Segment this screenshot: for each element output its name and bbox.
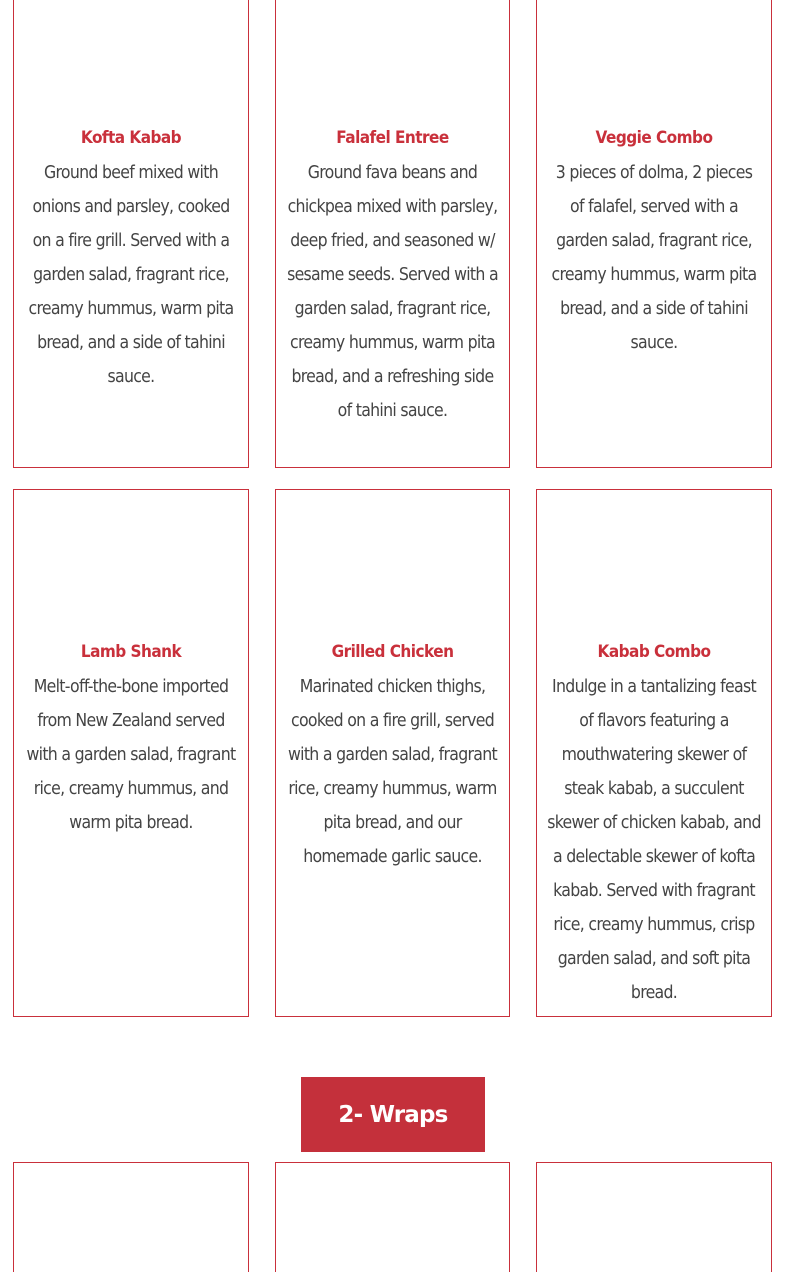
menu-item-description: Ground fava beans and chickpea mixed with parsley, deep fried, and seasoned w/ sesame seeds. Served with a garden salad, fragrant rice, creamy hummus, warm pita bread, and a refreshing side of tahini sauce. bbox=[287, 163, 498, 421]
menu-card-falafel-entree[interactable] bbox=[275, 0, 510, 468]
wrap-card[interactable] bbox=[536, 1162, 772, 1272]
menu-item-description: Indulge in a tantalizing feast of flavors featuring a mouthwatering skewer of steak kabab, a succulent skewer of chicken kabab, and a delectable skewer of kofta kabab. Served with fragrant rice, creamy hummus, crisp garden salad, and soft pita bread. bbox=[547, 677, 761, 1003]
wrap-card[interactable] bbox=[275, 1162, 510, 1272]
menu-item-title: Grilled Chicken bbox=[331, 642, 454, 662]
menu-card-veggie-combo[interactable] bbox=[536, 0, 772, 468]
menu-item-title: Kabab Combo bbox=[597, 642, 711, 662]
menu-item-title: Falafel Entree bbox=[336, 128, 449, 148]
section-wraps-button[interactable]: 2- Wraps bbox=[301, 1077, 485, 1152]
menu-card-grilled-chicken[interactable] bbox=[275, 489, 510, 1017]
menu-item-description: Melt-off-the-bone imported from New Zealand served with a garden salad, fragrant rice, creamy hummus, and warm pita bread. bbox=[26, 677, 236, 833]
wrap-card[interactable] bbox=[13, 1162, 249, 1272]
menu-item-description: Ground beef mixed with onions and parsley, cooked on a fire grill. Served with a garden salad, fragrant rice, creamy hummus, warm pita bread, and a side of tahini sauce. bbox=[28, 163, 234, 387]
menu-item-title: Kofta Kabab bbox=[80, 128, 182, 148]
menu-card-lamb-shank[interactable] bbox=[13, 489, 249, 1017]
menu-item-title: Lamb Shank bbox=[80, 642, 182, 662]
menu-card-kofta-kabab[interactable] bbox=[13, 0, 249, 468]
menu-card-kabab-combo[interactable] bbox=[536, 489, 772, 1017]
menu-item-title: Veggie Combo bbox=[595, 128, 713, 148]
menu-item-description: 3 pieces of dolma, 2 pieces of falafel, served with a garden salad, fragrant rice, creamy hummus, warm pita bread, and a side of tahini sauce. bbox=[551, 163, 757, 353]
menu-item-description: Marinated chicken thighs, cooked on a fire grill, served with a garden salad, fragrant rice, creamy hummus, warm pita bread, and our homemade garlic sauce. bbox=[287, 677, 497, 867]
